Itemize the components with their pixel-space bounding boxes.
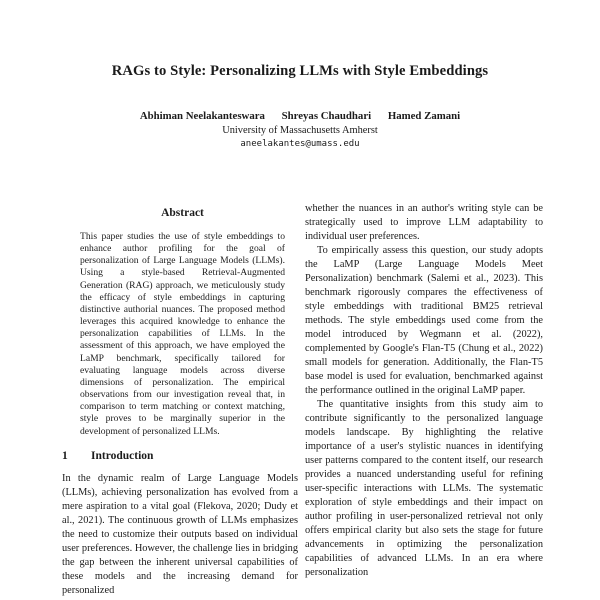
abstract-text: This paper studies the use of style embeddings to enhance author profiling for the goal of personalization of Large Language Models (LLMs). Using a style-based Retrieval-Augmented Generation (RAG) approach, we meticulously study the efficacy of style embeddings in capturing distinctive authorial nuances. The proposed method leverages this acquired knowledge to enhance the personalization capabilities of LLMs. In the assessment of this approach, we have employed the LaMP benchmark, specifically tailored for evaluating language models across diverse dimensions of personalization. The empirical observations from our investigation reveal that, in comparison to term matching or context matching, style proves to be marginally superior in the development of personalized LLMs. <box>80 231 285 437</box>
page-title: RAGs to Style: Personalizing LLMs with Style Embeddings <box>111 63 489 79</box>
email-address: aneelakantes@umass.edu <box>240 139 360 149</box>
right-column-paragraph-1: whether the nuances in an author's writing style can be strategically used to improve LLM adaptability to individual user preferences. <box>305 203 543 242</box>
author-name: Abhiman Neelakanteswara <box>139 110 265 122</box>
section-title: Introduction <box>91 449 154 462</box>
introduction-paragraph: In the dynamic realm of Large Language Models (LLMs), achieving personalization has evolved from a mere aspiration to a vital goal (Flekova, 2020; Dudy et al., 2021). The continuous growth of LLMs emphasizes the need to customize their outputs based on individual user preferences. However, the challenge lies in bridging the gap between the inherent universal capabilities of these models and the increasing demand for personalized <box>62 472 298 596</box>
author-name: Shreyas Chaudhari <box>281 110 372 122</box>
right-column-paragraph-3: The quantitative insights from this study aim to contribute significantly to the personalized language models landscape. By highlighting the relative importance of a user's stylistic nuances in identifying user patterns compared to the content itself, our research provides a nuanced understanding useful for refining user-specific interactions with LLMs. The systematic exploration of style embeddings and their impact on author profiling in user-personalized retrieval not only offers empirical clarity but also sets the stage for future advancements in optimizing the personalization capabilities of advanced LLMs. In an era where personalization <box>305 399 543 578</box>
authors-row <box>0 110 600 122</box>
column-right <box>305 202 543 600</box>
abstract-section <box>80 206 285 438</box>
abstract-heading: Abstract <box>161 207 204 219</box>
section-number: 1 <box>62 449 68 462</box>
author-name: Hamed Zamani <box>387 110 461 122</box>
affiliation: University of Massachusetts Amherst <box>222 125 378 136</box>
column-left <box>62 206 298 600</box>
right-column-paragraph-2: To empirically assess this question, our study adopts the LaMP (Large Language Models Meet Personalization) benchmark (Salemi et al., 2023). This benchmark rigorously compares the effectiveness of style embeddings with traditional BM25 retrieval methods. The style embeddings used come from the model introduced by Wegmann et al. (2022), complemented by Google's Flan-T5 (Chung et al., 2022) small models for generation. Additionally, the Flan-T5 base model is used for evaluation, benchmarked against the performance outlined in the original LaMP paper. <box>305 245 543 396</box>
section-heading-introduction <box>62 449 298 463</box>
